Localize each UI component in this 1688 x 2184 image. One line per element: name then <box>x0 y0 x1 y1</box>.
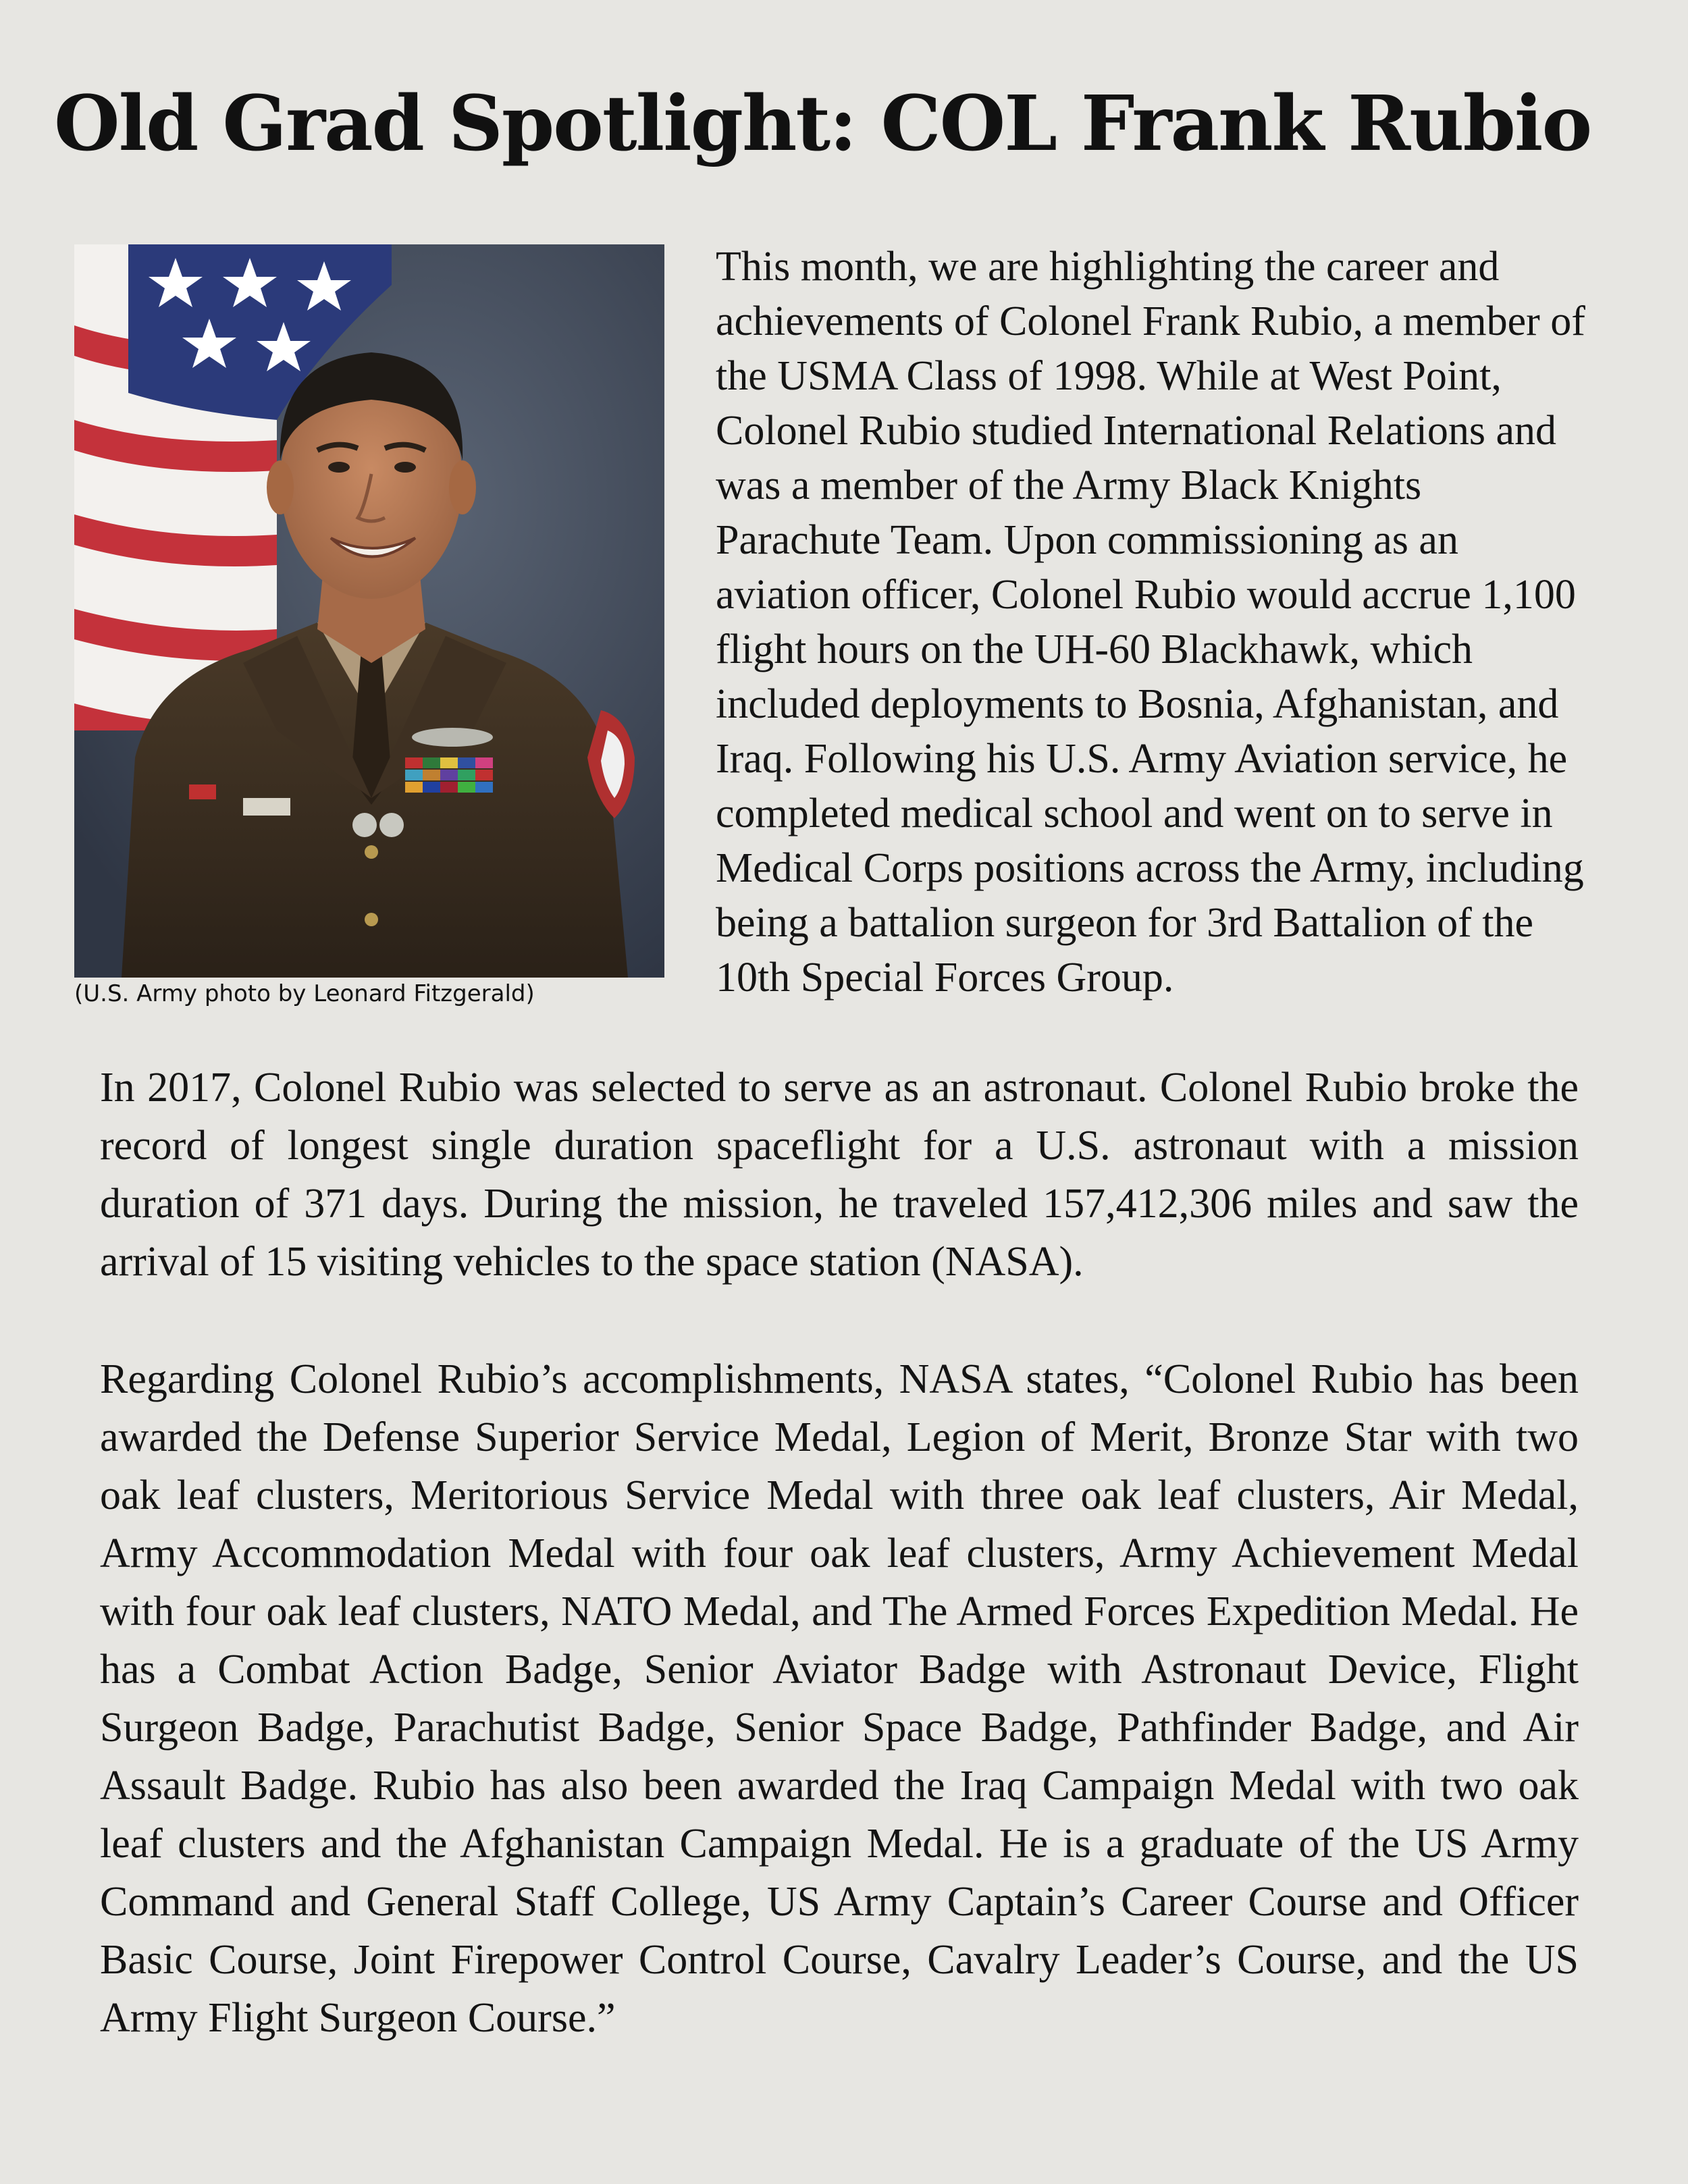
astronaut-paragraph: In 2017, Colonel Rubio was selected to serve as an astronaut. Colonel Rubio broke the record of longest single duration spaceflight for a U.S. astronaut with a mission duration of 371 days. During the mission, he traveled 157,412,306 miles and saw the arrival of 15 visiting vehicles to the space station (NASA). <box>100 1065 1579 1285</box>
photo-caption: (U.S. Army photo by Leonard Fitzgerald) <box>74 980 535 1007</box>
portrait-photo <box>74 244 664 978</box>
awards-paragraph: Regarding Colonel Rubio’s accomplishments, NASA states, “Colonel Rubio has been awarded the Defense Superior Service Medal, Legion of Merit, Bronze Star with two oak leaf clusters, Meritorious Service Medal with three oak leaf clusters, Air Medal, Army Accommodation Medal with four oak leaf clusters, Army Achievement Medal with four oak leaf clusters, NATO Medal, and The Armed Forces Expedition Medal. He has a Combat Action Badge, Senior Aviator Badge with Astronaut Device, Flight Surgeon Badge, Parachutist Badge, Senior Space Badge, Pathfinder Badge, and Air Assault Badge. Rubio has also been awarded the Iraq Campaign Medal with two oak leaf clusters and the Afghanistan Campaign Medal. He is a graduate of the US Army Command and General Staff College, US Army Captain’s Career Course and Officer Basic Course, Joint Firepower Control Course, Cavalry Leader’s Course, and the US Army Flight Surgeon Course.” <box>100 1356 1579 2041</box>
intro-paragraph: This month, we are highlighting the career and achievements of Colonel Frank Rubio, a member of the USMA Class of 1998. While at West Point, Colonel Rubio studied International Relations and was a member of the Army Black Knights Parachute Team. Upon commissioning as an aviation officer, Colonel Rubio would accrue 1,100 flight hours on the UH-60 Blackhawk, which included deployments to Bosnia, Afghanistan, and Iraq. Following his U.S. Army Aviation service, he completed medical school and went on to serve in Medical Corps positions across the Army, including being a battalion surgeon for 3rd Battalion of the 10th Special Forces Group. <box>716 244 1585 1001</box>
page-title: Old Grad Spotlight: COL Frank Rubio <box>54 80 1591 168</box>
portrait-illustration <box>74 244 664 978</box>
